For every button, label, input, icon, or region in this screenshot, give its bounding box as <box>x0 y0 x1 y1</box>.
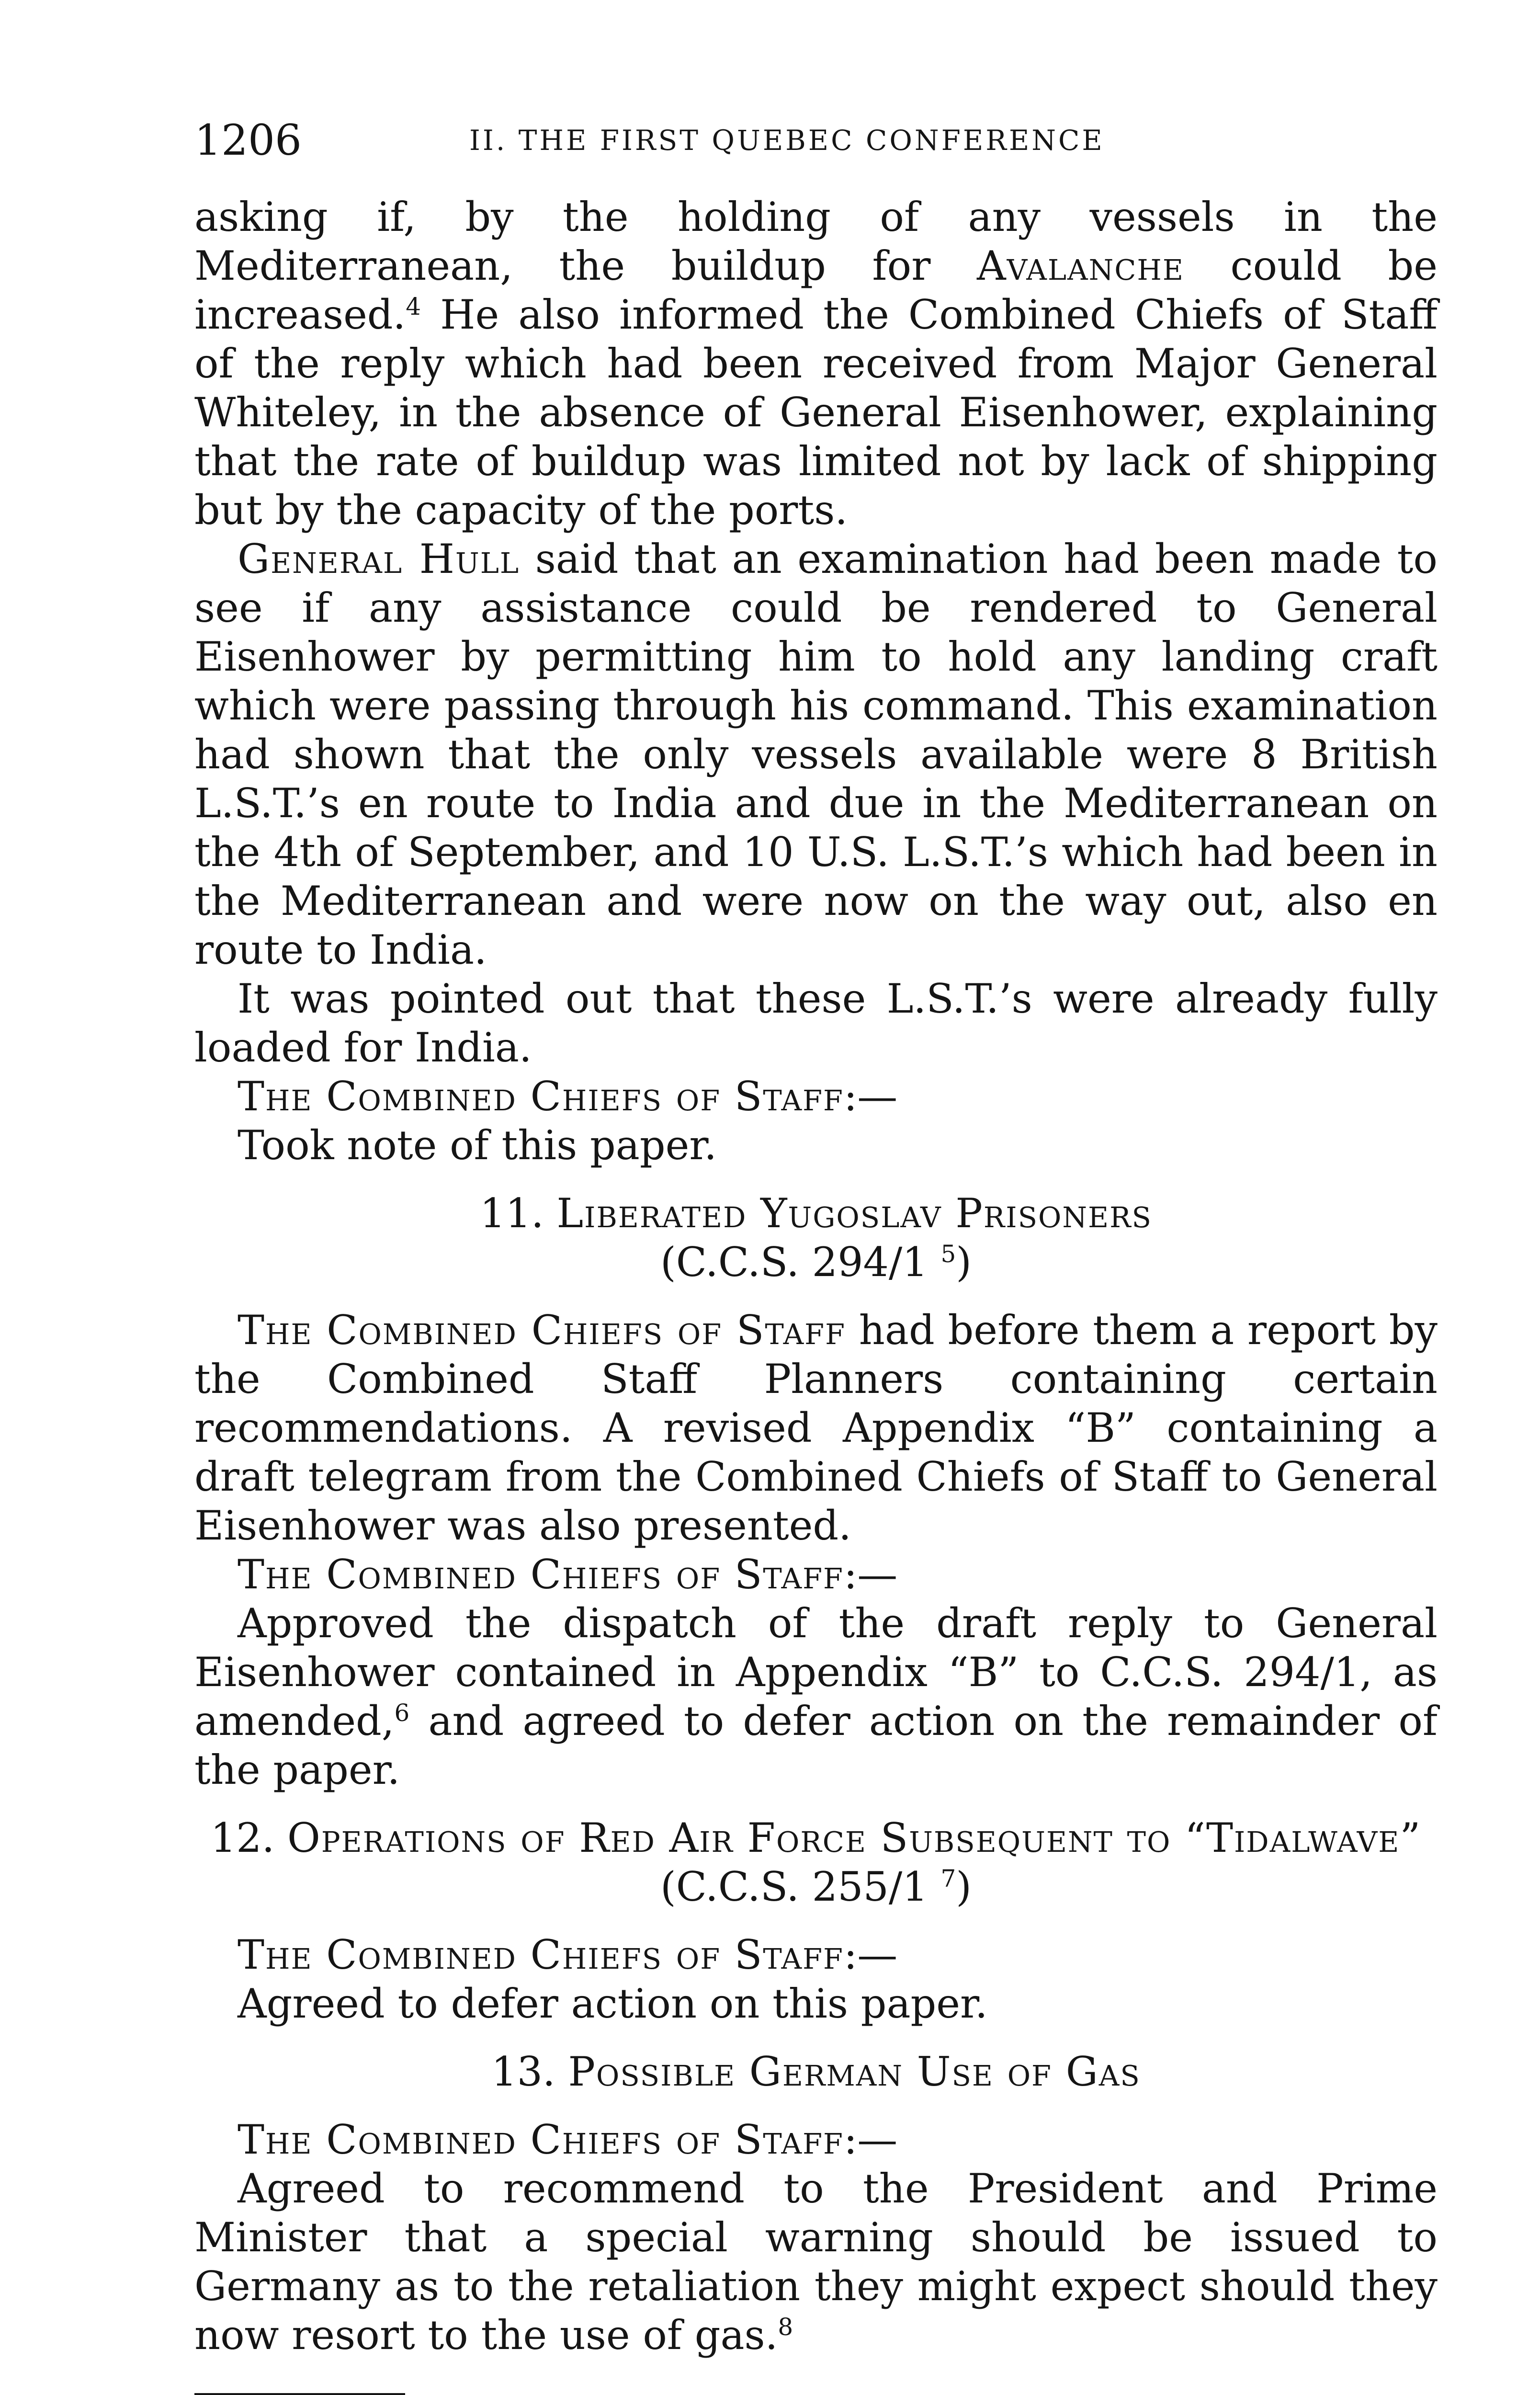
section-12-heading: 12. Operations of Red Air Force Subsequent to “Tidalwave” <box>210 1814 1422 1861</box>
intro-paragraph: asking if, by the holding of any vessels in the Mediterranean, the buildup for Avalanche could be increased.$^4$ He also informed the Combined Chiefs of Staff of the reply which had been received from Major General Whiteley, in the absence of General Eisenhower, explaining that the rate of buildup was limited not by lack of shipping but by the capacity of the ports. <box>194 194 1438 534</box>
section-13-heading: 13. Possible German Use of Gas <box>491 2048 1141 2095</box>
footnote-ref-6: 6 <box>394 1699 410 1727</box>
section-11-reference: (C.C.S. 294/1 $^5$) <box>660 1239 972 1286</box>
decision-10: Took note of this paper. <box>238 1122 717 1169</box>
footnote-ref-5: 5 <box>940 1240 956 1268</box>
page-number: 1206 <box>194 115 302 165</box>
lst-note-paragraph: It was pointed out that these L.S.T.’s were already fully loaded for India. <box>194 975 1438 1071</box>
footnote-ref-8: 8 <box>778 2313 793 2341</box>
decision-13: Agreed to recommend to the President and Prime Minister that a special warning should be issued to Germany as to the retaliation they might expect should they now resort to the use of gas.$^8$ <box>194 2165 1438 2359</box>
footnote-ref-7: 7 <box>940 1865 956 1893</box>
main-text <box>194 193 1438 2395</box>
section-12-reference: (C.C.S. 255/1 $^7$) <box>660 1863 972 1910</box>
codename-avalanche: Avalanche <box>976 242 1184 289</box>
section-11-heading: 11. Liberated Yugoslav Prisoners <box>480 1190 1152 1237</box>
ccs-label-12: The Combined Chiefs of Staff:— <box>238 1931 898 1978</box>
ccs-label-10: The Combined Chiefs of Staff:— <box>238 1073 898 1120</box>
ccs-label-13: The Combined Chiefs of Staff:— <box>238 2116 898 2163</box>
speaker-general-hull: General Hull <box>238 536 520 582</box>
hull-paragraph: General Hull said that an examination had been made to see if any assistance could be rendered to General Eisenhower by permitting him to hold any landing craft which were passing through his command. This examination had shown that the only vessels available were 8 British L.S.T.’s en route to India and due in the Mediterranean on the 4th of September, and 10 U.S. L.S.T.’s which had been in the Mediterranean and were now on the way out, also en route to India. <box>194 536 1438 973</box>
ccs-label-11: The Combined Chiefs of Staff:— <box>238 1551 898 1598</box>
section-11-paragraph: The Combined Chiefs of Staff had before them a report by the Combined Staff Planners containing certain recommendations. A revised Appendix “B” containing a draft telegram from the Combined Chiefs of Staff to General Eisenhower was also presented. <box>194 1307 1438 1549</box>
footnote-divider <box>194 2393 405 2395</box>
decision-12: Agreed to defer action on this paper. <box>238 1980 988 2027</box>
running-title: II. THE FIRST QUEBEC CONFERENCE <box>469 124 1105 157</box>
running-header <box>0 114 1540 167</box>
footnote-ref-4: 4 <box>406 293 421 320</box>
decision-11: Approved the dispatch of the draft reply to General Eisenhower contained in Appendix “B” to C.C.S. 294/1, as amended,$^6$ and agreed to defer action on the remainder of the paper. <box>194 1600 1438 1793</box>
